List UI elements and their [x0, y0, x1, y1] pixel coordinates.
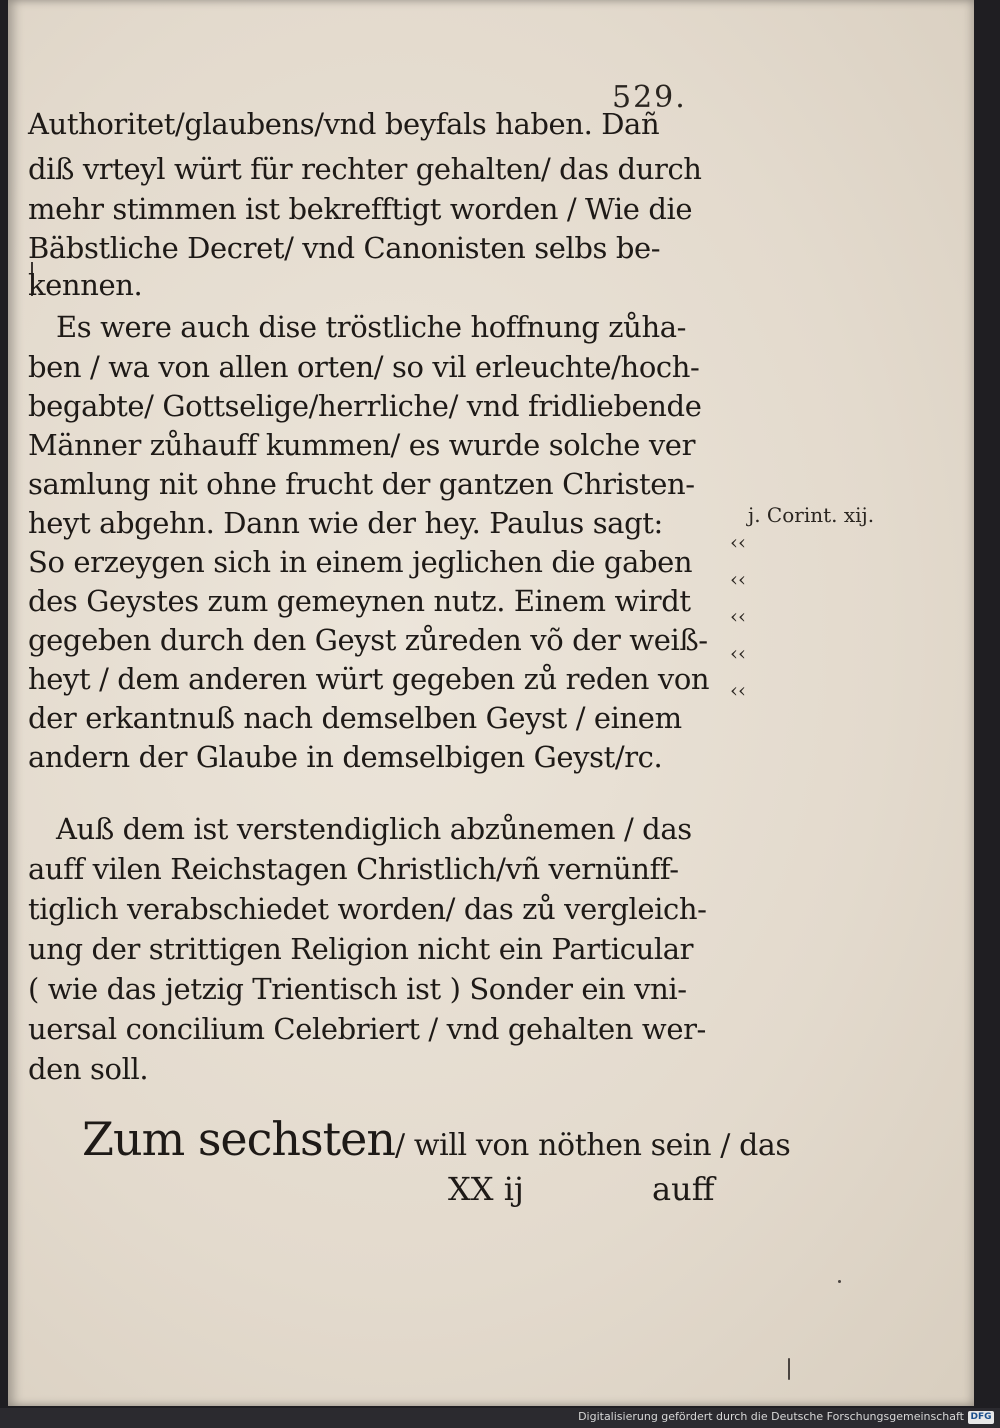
text-line: So erzeygen sich in einem jeglichen die gaben	[28, 545, 693, 579]
signature-mark: XX ij	[448, 1170, 524, 1208]
text-line: samlung nit ohne frucht der gantzen Christen-	[28, 467, 695, 501]
text-line: kennen.	[28, 268, 143, 302]
book-page	[8, 0, 974, 1406]
text-line: Auß dem ist verstendiglich abzůnemen / das	[56, 812, 692, 846]
text-line: des Geystes zum gemeynen nutz. Einem wirdt	[28, 584, 691, 618]
dfg-logo: DFG	[968, 1411, 994, 1424]
quote-mark: ‹‹	[730, 641, 746, 665]
text-line: heyt / dem anderen würt gegeben zů reden von	[28, 662, 710, 696]
text-line: auff vilen Reichstagen Christlich/vñ vernünff-	[28, 852, 679, 886]
quote-mark: ‹‹	[730, 567, 746, 591]
text-line: tiglich verabschiedet worden/ das zů vergleich-	[28, 892, 707, 926]
text-line: ben / wa von allen orten/ so vil erleuchte/hoch-	[28, 350, 700, 384]
margin-note: j. Corint. xij.	[748, 503, 875, 527]
text-line: Authoritet/glaubens/vnd beyfals haben. Dañ	[28, 107, 660, 141]
text-line: uersal concilium Celebriert / vnd gehalten wer-	[28, 1012, 706, 1046]
footer-bar	[0, 1408, 1000, 1428]
text-line: ( wie das jetzig Trientisch ist ) Sonder ein vni-	[28, 972, 687, 1006]
text-line: den soll.	[28, 1052, 149, 1086]
text-line: mehr stimmen ist bekrefftigt worden / Wie die	[28, 192, 693, 226]
section-heading	[82, 1112, 790, 1166]
text-line: Männer zůhauff kummen/ es wurde solche ver	[28, 428, 696, 462]
quote-mark: ‹‹	[730, 678, 746, 702]
text-line: Es were auch dise tröstliche hoffnung zůha-	[56, 310, 687, 344]
text-line: gegeben durch den Geyst zůreden võ der weiß-	[28, 623, 708, 657]
text-line: Bäbstliche Decret/ vnd Canonisten selbs be-	[28, 231, 661, 265]
catchword: auff	[652, 1170, 715, 1208]
text-line: heyt abgehn. Dann wie der hey. Paulus sagt:	[28, 506, 663, 540]
quote-mark: ‹‹	[730, 530, 746, 554]
paper-speck	[838, 1280, 841, 1283]
page-number: 529.	[612, 80, 687, 115]
footer-credit: Digitalisierung gefördert durch die Deutsche Forschungsgemeinschaft	[578, 1410, 964, 1423]
text-line: der erkantnuß nach demselben Geyst / einem	[28, 701, 682, 735]
text-line: andern der Glaube in demselbigen Geyst/rc.	[28, 740, 663, 774]
paper-speck	[788, 1358, 790, 1380]
section-heading-title: Zum sechsten	[82, 1112, 395, 1166]
text-line: ung der strittigen Religion nicht ein Particular	[28, 932, 694, 966]
section-heading-rest: / will von nöthen sein / das	[395, 1128, 791, 1163]
text-line: begabte/ Gottselige/herrliche/ vnd fridliebende	[28, 389, 702, 423]
quote-mark: ‹‹	[730, 604, 746, 628]
text-line: diß vrteyl würt für rechter gehalten/ das durch	[28, 152, 702, 186]
